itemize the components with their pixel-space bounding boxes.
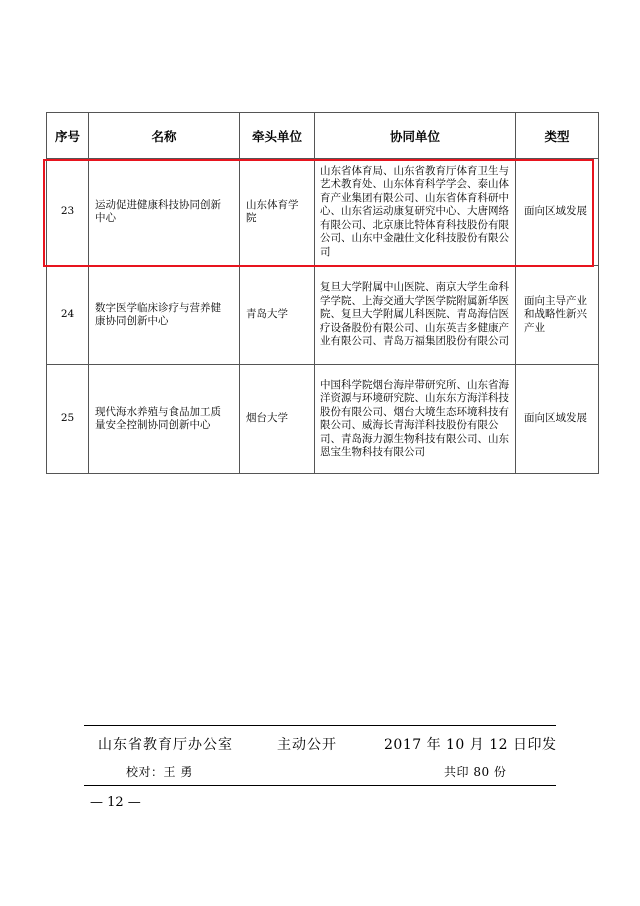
table-row — [47, 365, 599, 474]
page-number: — 12 — — [90, 795, 141, 810]
row-index: 25 — [47, 365, 89, 474]
row-lead: 山东体育学院 — [240, 159, 315, 266]
header-index: 序号 — [47, 113, 89, 159]
row-type: 面向区域发展 — [516, 159, 599, 266]
row-partners: 复旦大学附属中山医院、南京大学生命科学学院、上海交通大学医学院附属新华医院、复旦大学附属儿科医院、青岛海信医疗设备股份有限公司、山东英吉多健康产业有限公司、青岛万福集团股份有限公司 — [315, 266, 516, 365]
row-lead: 青岛大学 — [240, 266, 315, 365]
table-row — [47, 159, 599, 266]
row-type: 面向区域发展 — [516, 365, 599, 474]
footer-bottom-rule — [84, 785, 556, 786]
row-lead: 烟台大学 — [240, 365, 315, 474]
row-index: 23 — [47, 159, 89, 266]
table-row — [47, 266, 599, 365]
row-partners: 山东省体育局、山东省教育厅体育卫生与艺术教育处、山东体育科学学会、泰山体育产业集团有限公司、山东省体育科研中心、山东省运动康复研究中心、大唐网络有限公司、北京康比特体育科技股份有限公司、山东中金融仕文化科技股份有限公司 — [315, 159, 516, 266]
header-name: 名称 — [89, 113, 240, 159]
row-index: 24 — [47, 266, 89, 365]
issue-date: 2017 年 10 月 12 日印发 — [384, 737, 557, 753]
row-partners: 中国科学院烟台海岸带研究所、山东省海洋资源与环境研究院、山东东方海洋科技股份有限公司、烟台大境生态环境科技有限公司、威海长青海洋科技股份有限公司、青岛海力源生物科技有限公司、山东恩宝生物科技有限公司 — [315, 365, 516, 474]
row-name: 现代海水养殖与食品加工质量安全控制协同创新中心 — [89, 365, 240, 474]
disclosure-label: 主动公开 — [277, 737, 337, 753]
collaborative-innovation-table — [46, 112, 599, 474]
row-name: 数字医学临床诊疗与营养健康协同创新中心 — [89, 266, 240, 365]
row-type: 面向主导产业和战略性新兴产业 — [516, 266, 599, 365]
header-partners: 协同单位 — [315, 113, 516, 159]
row-name: 运动促进健康科技协同创新中心 — [89, 159, 240, 266]
header-type: 类型 — [516, 113, 599, 159]
footer-top-rule — [84, 725, 556, 726]
table-header-row — [47, 113, 599, 159]
issuer-label: 山东省教育厅办公室 — [98, 737, 233, 753]
copies-label: 共印 80 份 — [444, 765, 507, 779]
header-lead: 牵头单位 — [240, 113, 315, 159]
proofreader-label: 校对：王 勇 — [126, 765, 193, 779]
